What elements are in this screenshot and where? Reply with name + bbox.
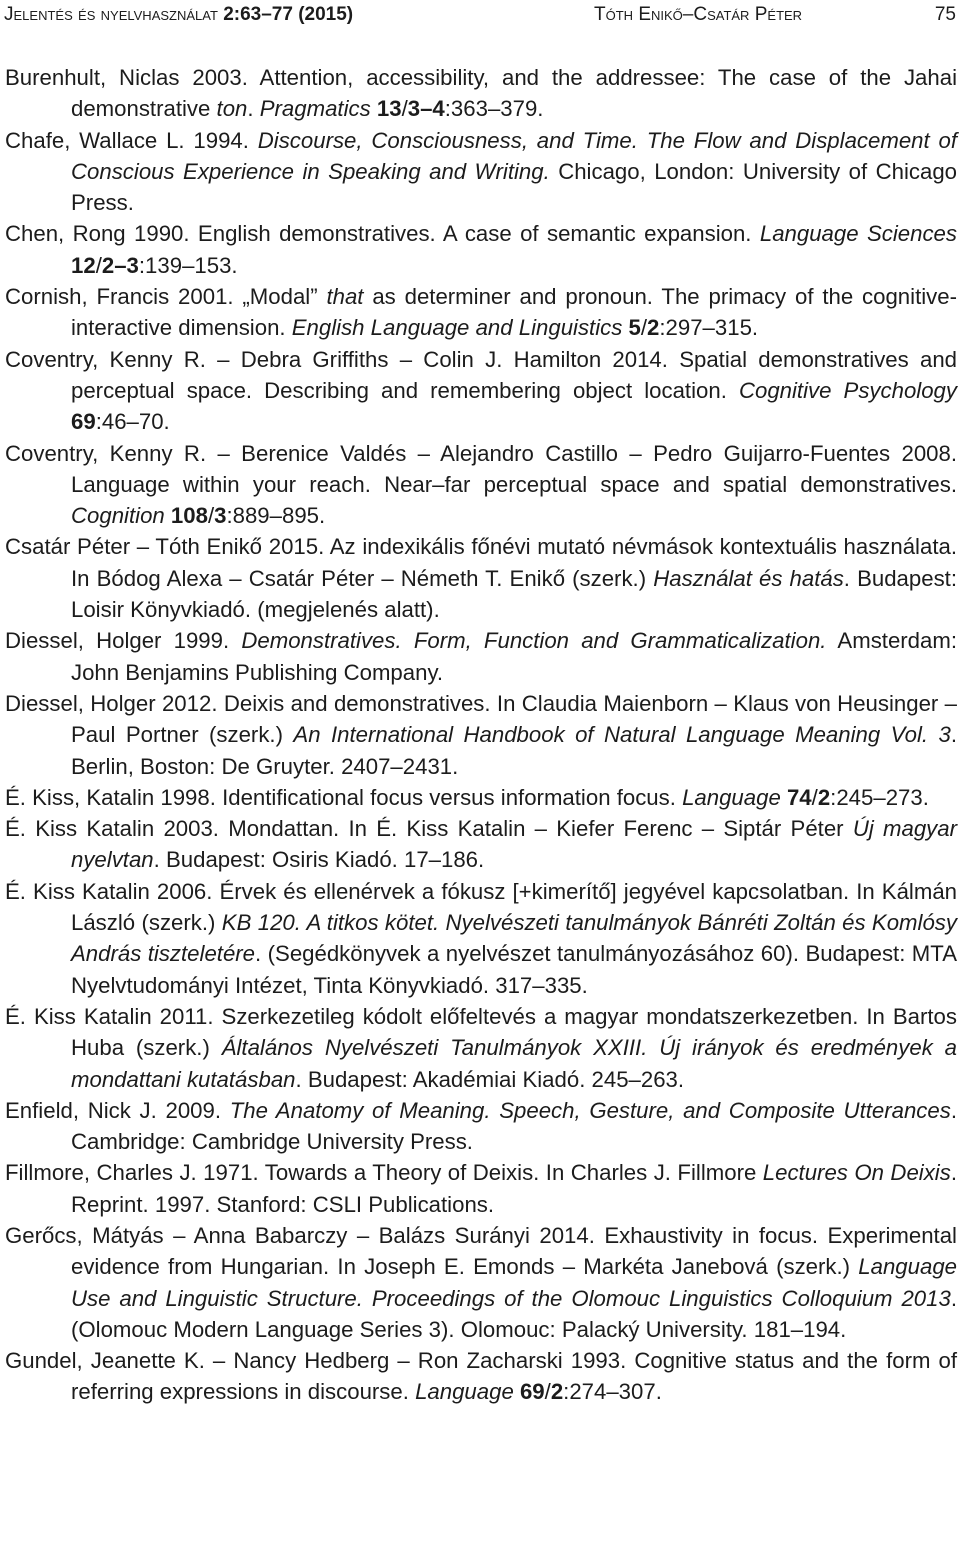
reference-text: / xyxy=(811,784,818,810)
reference-title: Új magyar nyelvtan xyxy=(71,816,957,873)
running-header xyxy=(4,2,956,28)
header-journal xyxy=(4,2,353,28)
reference-text: as determiner and pronoun. The primacy of the cognitive-interactive dimension. xyxy=(71,284,957,341)
reference-title: Discourse, Consciousness, and Time. The Flow and Displacement of Conscious Experience in Speaking and Writing. xyxy=(71,127,957,184)
reference-title: Language xyxy=(682,784,781,810)
reference-volume: 5 xyxy=(628,315,641,341)
reference-title: Pragmatics xyxy=(259,96,371,122)
reference-text: Burenhult, Niclas 2003. Attention, accessibility, and the addressee: The case of the Jahai demonstrative xyxy=(5,65,957,122)
reference-entry xyxy=(5,125,957,219)
reference-volume: 13 xyxy=(376,96,402,122)
reference-entry xyxy=(5,1095,957,1158)
reference-text: É. Kiss Katalin 2011. Szerkezetileg kódolt előfeltevés a magyar mondatszerkezetben. In Bartos Huba (szerk.) xyxy=(5,1003,957,1061)
reference-entry xyxy=(5,62,957,125)
reference-title: KB 120. A titkos kötet. Nyelvészeti tanulmányok Bánréti Zoltán és Komlósy András tiszteletére xyxy=(71,910,957,967)
reference-text: . Reprint. 1997. Stanford: CSLI Publications. xyxy=(71,1160,957,1217)
reference-text: . Budapest: Loisir Könyvkiadó. (megjelenés alatt). xyxy=(71,565,957,623)
reference-text: Coventry, Kenny R. – Debra Griffiths – Colin J. Hamilton 2014. Spatial demonstratives and perceptual space. Describing and remembering object location. xyxy=(5,346,957,403)
reference-title: Használat és hatás xyxy=(653,565,844,591)
reference-title: Cognition xyxy=(71,503,165,529)
reference-text: É. Kiss Katalin 2003. Mondattan. In É. Kiss Katalin – Kiefer Ferenc – Siptár Péter xyxy=(5,816,853,842)
reference-text: :297–315. xyxy=(659,315,759,341)
reference-title: ton xyxy=(216,96,248,122)
header-authors: Tóth Enikő–Csatár Péter xyxy=(594,4,803,25)
reference-title: English Language and Linguistics xyxy=(291,315,623,341)
reference-title: Cognitive Psychology xyxy=(738,377,957,403)
reference-volume: 3 xyxy=(214,503,227,529)
reference-volume: 69 xyxy=(71,409,96,435)
reference-text: Chen, Rong 1990. English demonstratives. A case of semantic expansion. xyxy=(5,221,760,247)
reference-text: Diessel, Holger 2012. Deixis and demonstratives. In Claudia Maienborn – Klaus von Heusinger – Paul Portner (szerk.) xyxy=(5,690,957,748)
reference-text: . (Segédkönyvek a nyelvészet tanulmányozásához 60). Budapest: MTA Nyelvtudományi Intézet, Tinta Könyvkiadó. 317–335. xyxy=(71,941,957,998)
reference-volume: 74 xyxy=(786,784,812,810)
reference-title: The Anatomy of Meaning. Speech, Gesture, and Composite Utterances xyxy=(229,1097,951,1123)
reference-text: Diessel, Holger 1999. xyxy=(5,628,242,654)
journal-name: Jelentés és nyelvhasználat xyxy=(4,4,218,25)
reference-text: Gerőcs, Mátyás – Anna Babarczy – Balázs Surányi 2014. Exhaustivity in focus. Experimental evidence from Hungarian. In Joseph E. Emonds – Markéta Janebová (szerk.) xyxy=(5,1222,957,1280)
reference-volume: 2 xyxy=(817,784,831,810)
reference-title: that xyxy=(326,284,364,310)
reference-entry xyxy=(5,344,957,438)
reference-volume: 2–3 xyxy=(101,252,139,278)
reference-volume: 3–4 xyxy=(407,96,445,122)
reference-text: Coventry, Kenny R. – Berenice Valdés – Alejandro Castillo – Pedro Guijarro-Fuentes 2008. Language within your reach. Near–far perceptual space and spatial demonstratives. xyxy=(5,440,957,497)
reference-entry xyxy=(5,218,957,281)
reference-text: Chafe, Wallace L. 1994. xyxy=(5,127,258,153)
reference-entry xyxy=(5,1001,957,1095)
reference-text: Csatár Péter – Tóth Enikő 2015. Az indexikális főnévi mutató névmások kontextuális használata. In Bódog Alexa – Csatár Péter – Németh T. Enikő (szerk.) xyxy=(5,534,957,591)
reference-entry xyxy=(5,1157,957,1220)
reference-text: . Berlin, Boston: De Gruyter. 2407–2431. xyxy=(71,722,957,779)
reference-entry xyxy=(5,1220,957,1345)
reference-entry xyxy=(5,876,957,1001)
reference-text: :139–153. xyxy=(138,252,238,278)
reference-text: :245–273. xyxy=(830,784,929,810)
reference-title: Általános Nyelvészeti Tanulmányok XXIII. Új irányok és eredmények a mondattani kutatásban xyxy=(71,1035,957,1092)
reference-text: Fillmore, Charles J. 1971. Towards a Theory of Deixis. In Charles J. Fillmore xyxy=(5,1160,763,1186)
reference-entry xyxy=(5,438,957,532)
reference-text: . (Olomouc Modern Language Series 3). Olomouc: Palacký University. 181–194. xyxy=(71,1285,957,1342)
reference-text: . Budapest: Osiris Kiadó. 17–186. xyxy=(153,847,485,873)
reference-entry xyxy=(5,625,957,688)
reference-text: É. Kiss, Katalin 1998. Identificational focus versus information focus. xyxy=(5,784,683,810)
reference-volume: 69 xyxy=(519,1379,545,1405)
reference-title: Language Use and Linguistic Structure. Proceedings of the Olomouc Linguistics Colloquium 2013 xyxy=(71,1254,957,1311)
reference-text: :363–379. xyxy=(444,96,544,122)
reference-entry xyxy=(5,281,957,344)
reference-text: Gundel, Jeanette K. – Nancy Hedberg – Ron Zacharski 1993. Cognitive status and the form of referring expressions in discourse. xyxy=(5,1348,957,1405)
reference-text: / xyxy=(640,315,648,341)
reference-title: Lectures On Deixis xyxy=(762,1160,951,1186)
reference-title: An International Handbook of Natural Language Meaning Vol. 3 xyxy=(293,722,951,748)
reference-entry xyxy=(5,531,957,625)
reference-volume: 12 xyxy=(71,252,96,278)
reference-text: / xyxy=(544,1379,551,1405)
reference-list xyxy=(5,62,957,1408)
volume-pages: 2:63–77 (2015) xyxy=(223,4,354,25)
reference-entry xyxy=(5,1345,957,1408)
reference-text: :46–70. xyxy=(95,409,170,435)
reference-text: Cornish, Francis 2001. „Modal” xyxy=(5,284,327,310)
reference-text: Amsterdam: John Benjamins Publishing Company. xyxy=(71,628,957,685)
reference-entry xyxy=(5,782,957,813)
reference-text: . xyxy=(247,96,260,122)
reference-volume: 2 xyxy=(647,315,660,341)
reference-title: Language xyxy=(415,1379,514,1405)
reference-entry xyxy=(5,813,957,876)
reference-text: Chicago, London: University of Chicago Press. xyxy=(71,158,957,216)
reference-volume: 108 xyxy=(170,503,208,529)
reference-text: :889–895. xyxy=(226,503,326,529)
reference-text: / xyxy=(95,252,102,278)
reference-entry xyxy=(5,688,957,782)
reference-text: É. Kiss Katalin 2006. Érvek és ellenérvek a fókusz [+kimerítő] jegyével kapcsolatban. In Kálmán László (szerk.) xyxy=(5,878,957,936)
page-number: 75 xyxy=(934,4,956,25)
reference-volume: 2 xyxy=(550,1379,564,1405)
reference-text: / xyxy=(401,96,408,122)
reference-text: Enfield, Nick J. 2009. xyxy=(5,1097,230,1123)
reference-text: . Budapest: Akadémiai Kiadó. 245–263. xyxy=(295,1066,685,1092)
reference-title: Language Sciences xyxy=(759,221,957,247)
reference-title: Demonstratives. Form, Function and Grammaticalization. xyxy=(241,628,827,654)
reference-text: :274–307. xyxy=(563,1379,662,1405)
reference-text: / xyxy=(207,503,215,529)
reference-text: . Cambridge: Cambridge University Press. xyxy=(71,1097,958,1155)
